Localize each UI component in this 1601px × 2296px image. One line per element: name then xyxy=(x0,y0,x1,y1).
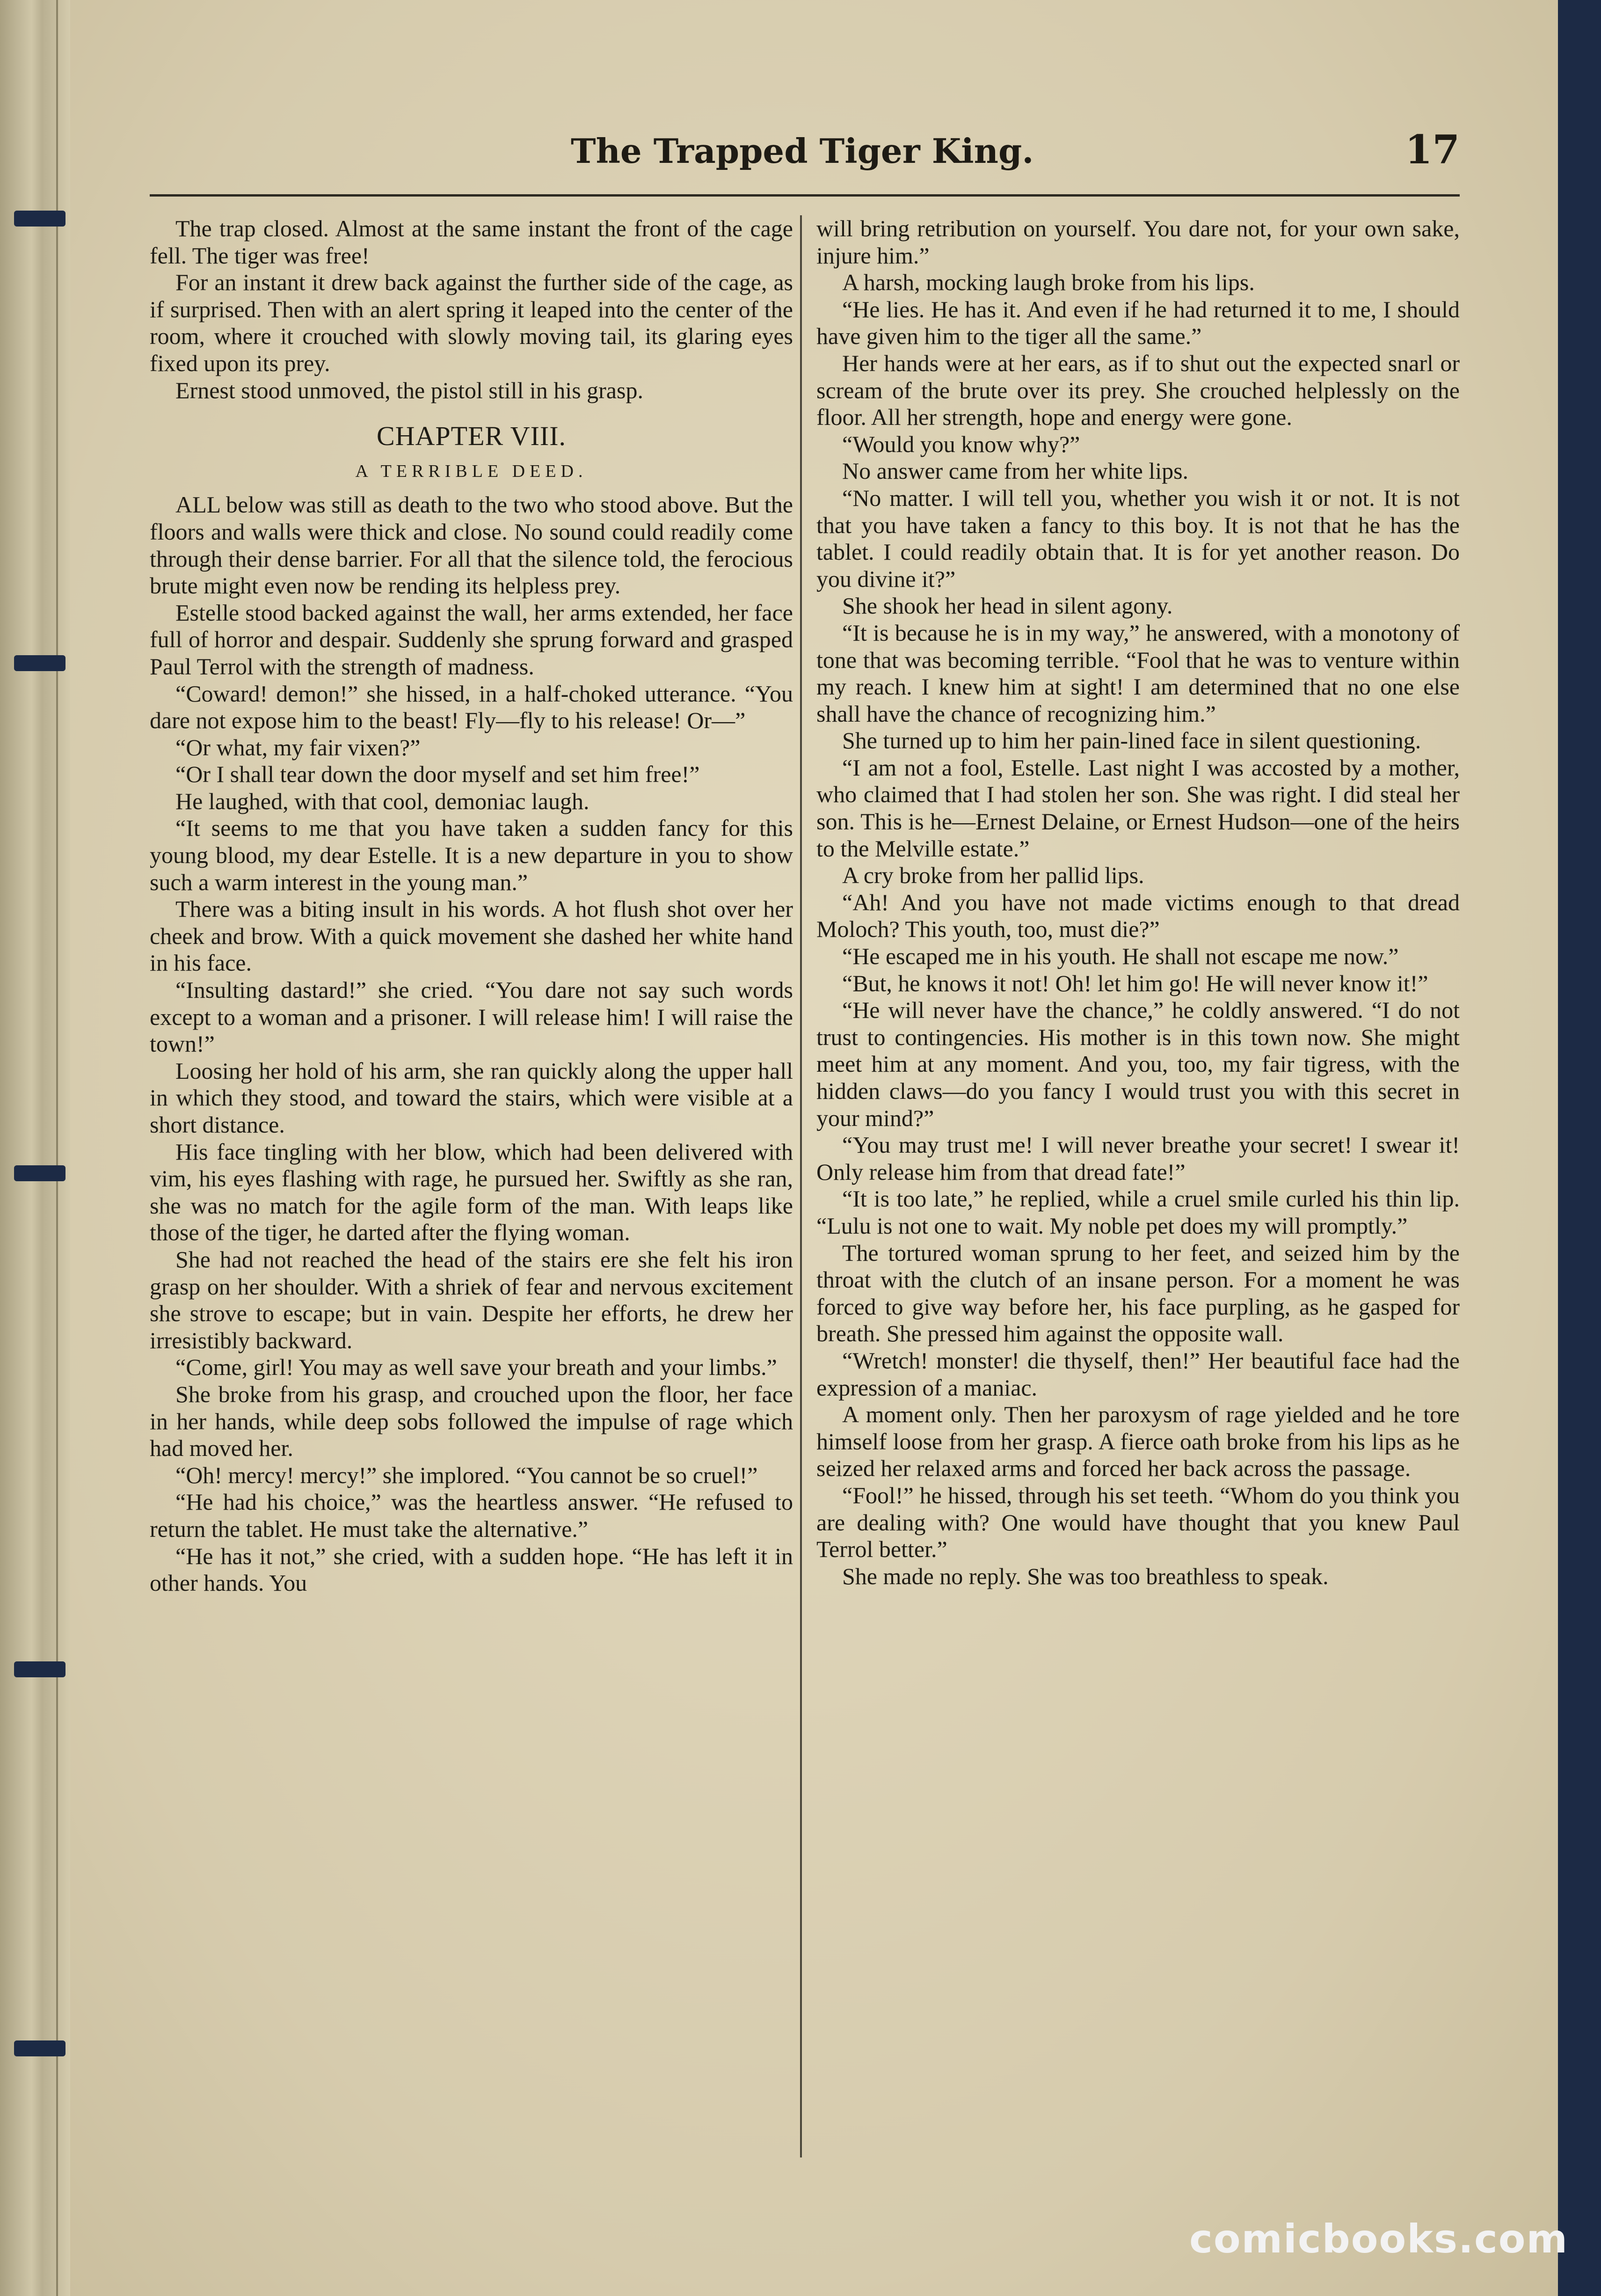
binding-staple xyxy=(14,1661,65,1677)
paragraph: “You may trust me! I will never breathe your secret! I swear it! Only release him from that dread fate!” xyxy=(816,1132,1460,1185)
paragraph-continued: will bring retribution on yourself. You dare not, for your own sake, injure him.” xyxy=(816,215,1460,269)
paragraph: His face tingling with her blow, which had been delivered with vim, his eyes flashing with rage, he pursued her. Swiftly as she ran, she was no match for the agile form of the man. With leaps like those of the tiger, he darted after the flying woman. xyxy=(150,1138,793,1246)
paragraph: “It seems to me that you have taken a sudden fancy for this young blood, my dear Estelle. It is a new departure in you to show such a warm interest in the young man.” xyxy=(150,815,793,895)
paragraph: Loosing her hold of his arm, she ran quickly along the upper hall in which they stood, and toward the stairs, which were visible at a short distance. xyxy=(150,1057,793,1138)
page-number: 17 xyxy=(1405,126,1460,173)
paragraph: ALL below was still as death to the two who stood above. But the floors and walls were thick and close. No sound could readily come through their dense barrier. For all that the silence told, the ferocious brute might even now be rending its helpless prey. xyxy=(150,491,793,599)
paragraph: He laughed, with that cool, demoniac laugh. xyxy=(175,788,589,814)
running-title: The Trapped Tiger King. xyxy=(571,131,1034,171)
paragraph: “I am not a fool, Estelle. Last night I was accosted by a mother, who claimed that I had stolen her son. She was right. I did steal her son. This is he—Ernest Delaine, or Ernest Hudson—one of the heirs to the Melville estate.” xyxy=(816,754,1460,862)
paragraph: A moment only. Then her paroxysm of rage yielded and he tore himself loose from her grasp. A fierce oath broke from his lips as he seized her relaxed arms and forced her back across the passage. xyxy=(816,1401,1460,1482)
paragraph: “He will never have the chance,” he coldly answered. “I do not trust to contingencies. His mother is in this town now. She might meet him at any moment. And you, too, my fair tigress, with the hidden claws—do you fancy I would trust you with this secret in your mind?” xyxy=(816,997,1460,1131)
binding-staple xyxy=(14,211,65,227)
paragraph: No answer came from her white lips. xyxy=(842,458,1189,484)
paragraph: A cry broke from her pallid lips. xyxy=(842,862,1144,889)
paragraph: She had not reached the head of the stairs ere she felt his iron grasp on her shoulder. With a shriek of fear and nervous excitement she strove to escape; but in vain. Despite her efforts, he drew her irresistibly backward. xyxy=(150,1246,793,1353)
paragraph: “Come, girl! You may as well save your breath and your limbs.” xyxy=(175,1354,777,1381)
spine-fold-line xyxy=(56,0,58,2296)
paragraph: For an instant it drew back against the further side of the cage, as if surprised. Then with an alert spring it leaped into the center of the room, where it crouched with slowly moving tail, its glaring eyes fixed upon its prey. xyxy=(150,269,793,376)
site-watermark: comicbooks.com xyxy=(1189,2216,1568,2262)
paragraph: “Oh! mercy! mercy!” she implored. “You cannot be so cruel!” xyxy=(175,1462,758,1488)
paragraph: “Wretch! monster! die thyself, then!” Her beautiful face had the expression of a maniac. xyxy=(816,1347,1460,1401)
paragraph: Ernest stood unmoved, the pistol still in his grasp. xyxy=(175,377,643,403)
paragraph: “Or I shall tear down the door myself and set him free!” xyxy=(175,761,700,788)
binding-staple xyxy=(14,655,65,671)
paragraph: “Would you know why?” xyxy=(842,431,1080,457)
paragraph: She shook her head in silent agony. xyxy=(842,592,1173,619)
paragraph: She turned up to him her pain-lined face in silent questioning. xyxy=(842,727,1421,754)
paragraph: She broke from his grasp, and crouched upon the floor, her face in her hands, while deep sobs followed the impulse of rage which had moved her. xyxy=(150,1381,793,1462)
paragraph: There was a biting insult in his words. A hot flush shot over her cheek and brow. With a quick movement she dashed her white hand in his face. xyxy=(150,896,793,976)
left-column xyxy=(150,215,793,1597)
paragraph: “He escaped me in his youth. He shall not escape me now.” xyxy=(842,943,1399,970)
chapter-subtitle: A TERRIBLE DEED. xyxy=(355,461,588,481)
binding-staple xyxy=(14,2040,65,2056)
paragraph: Estelle stood backed against the wall, her arms extended, her face full of horror and despair. Suddenly she sprung forward and grasped Paul Terrol with the strength of madness. xyxy=(150,599,793,680)
paragraph: “It is because he is in my way,” he answered, with a monotony of tone that was becoming terrible. “Fool that he was to venture within my reach. I knew him at sight! I am determined that no one else shall have the chance of recognizing him.” xyxy=(816,619,1460,727)
paragraph: “Insulting dastard!” she cried. “You dare not say such words except to a woman and a prisoner. I will release him! I will raise the town!” xyxy=(150,977,793,1057)
paragraph: “He had his choice,” was the heartless answer. “He refused to return the tablet. He must take the alternative.” xyxy=(150,1489,793,1542)
paragraph: The tortured woman sprung to her feet, and seized him by the throat with the clutch of an insane person. For a moment he was forced to give way before her, his face purpling, as he gasped for breath. She pressed him against the opposite wall. xyxy=(816,1239,1460,1347)
paragraph: The trap closed. Almost at the same instant the front of the cage fell. The tiger was free! xyxy=(150,215,793,269)
binding-staple xyxy=(14,1165,65,1181)
paragraph: “He lies. He has it. And even if he had returned it to me, I should have given him to the tiger all the same.” xyxy=(816,296,1460,350)
paragraph: “Fool!” he hissed, through his set teeth. “Whom do you think you are dealing with? One would have thought that you knew Paul Terrol better.” xyxy=(816,1482,1460,1563)
page-header xyxy=(150,126,1460,192)
column-divider xyxy=(800,215,802,2157)
page-spine xyxy=(0,0,70,2296)
header-rule xyxy=(150,194,1460,197)
paragraph: “But, he knows it not! Oh! let him go! He will never know it!” xyxy=(842,970,1428,996)
paragraph: “Ah! And you have not made victims enough to that dread Moloch? This youth, too, must die?” xyxy=(816,889,1460,943)
paragraph: She made no reply. She was too breathless to speak. xyxy=(842,1563,1329,1589)
paragraph: “He has it not,” she cried, with a sudden hope. “He has left it in other hands. You xyxy=(150,1543,793,1596)
paragraph: “Or what, my fair vixen?” xyxy=(175,734,421,760)
paragraph: “Coward! demon!” she hissed, in a half-choked utterance. “You dare not expose him to the beast! Fly—fly to his release! Or—” xyxy=(150,680,793,734)
paragraph: “It is too late,” he replied, while a cruel smile curled his thin lip. “Lulu is not one to wait. My noble pet does my will promptly.” xyxy=(816,1185,1460,1239)
paragraph: Her hands were at her ears, as if to shut out the expected snarl or scream of the brute over its prey. She crouched helplessly on the floor. All her strength, hope and energy were gone. xyxy=(816,350,1460,431)
chapter-title: CHAPTER VIII. xyxy=(376,421,567,452)
paragraph: A harsh, mocking laugh broke from his lips. xyxy=(842,269,1255,296)
paragraph: “No matter. I will tell you, whether you wish it or not. It is not that you have taken a fancy to this boy. It is not that he has the tablet. I could readily obtain that. It is for yet another reason. Do you divine it?” xyxy=(816,484,1460,592)
right-column xyxy=(816,215,1460,1590)
